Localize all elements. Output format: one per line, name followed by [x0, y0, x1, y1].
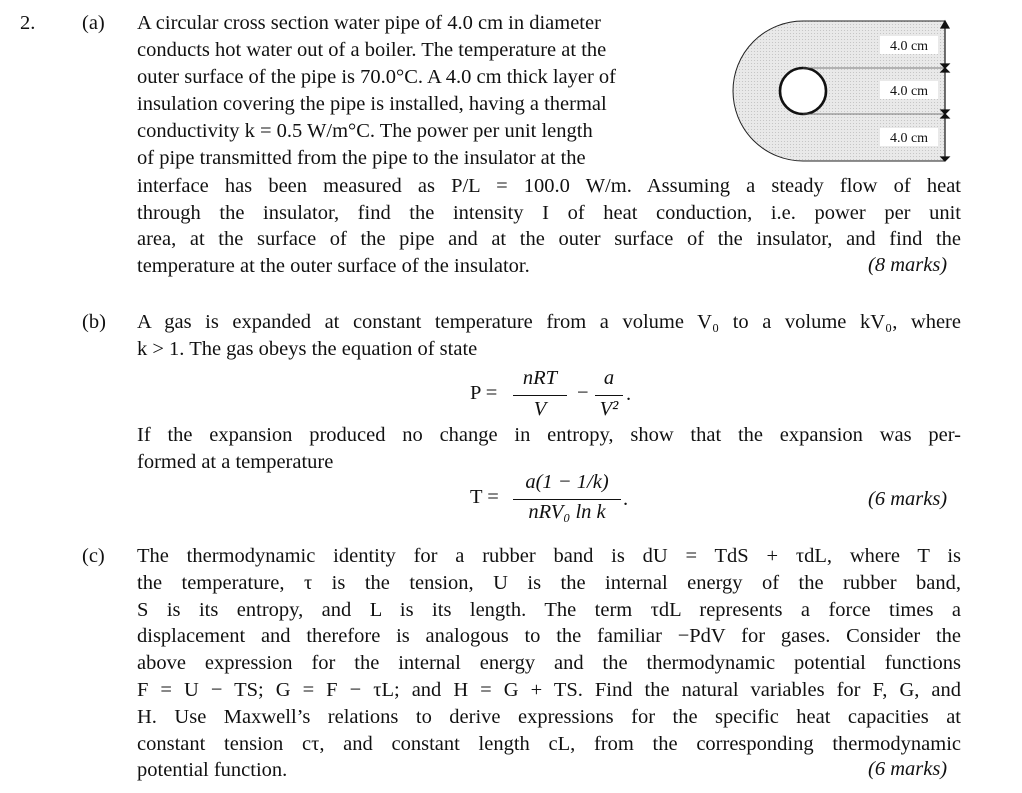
part-b-line: A gas is expanded at constant temperature from a volume V₀ to a volume kV₀, where	[137, 311, 961, 333]
part-a-line: insulation covering the pipe is installed, having a thermal	[137, 93, 607, 115]
pipe-cross-section	[780, 68, 826, 114]
part-a-line: through the insulator, find the intensity I of heat conduction, i.e. power per unit	[137, 202, 961, 224]
eq1-fraction-bar-1	[513, 395, 567, 396]
part-b-marks: (6 marks)	[868, 488, 948, 510]
part-c-label: (c)	[82, 545, 105, 567]
eq1-numerator-2: a	[603, 367, 615, 389]
part-a-line: temperature at the outer surface of the insulator.	[137, 255, 530, 277]
part-c-line: The thermodynamic identity for a rubber band is dU = TdS + τdL, where T is	[137, 545, 961, 567]
dimension-label-middle: 4.0 cm	[889, 84, 929, 99]
part-c-line: constant tension cτ, and constant length cL, from the corresponding thermodynamic	[137, 733, 961, 755]
part-c-line: potential function.	[137, 759, 288, 781]
eq2-fraction-bar	[513, 499, 621, 500]
part-c-line: displacement and therefore is analogous to the familiar −PdV for gases. Consider the	[137, 625, 961, 647]
part-a-line: of pipe transmitted from the pipe to the insulator at the	[137, 147, 586, 169]
part-c-line: H. Use Maxwell’s relations to derive expressions for the specific heat capacities at	[137, 706, 961, 728]
eq1-minus: −	[577, 382, 589, 404]
eq1-denominator-1: V	[533, 398, 547, 420]
part-a-line: outer surface of the pipe is 70.0°C. A 4.0 cm thick layer of	[137, 66, 617, 88]
eq2-lhs: T =	[470, 486, 499, 508]
part-a-line: conductivity k = 0.5 W/m°C. The power per unit length	[137, 120, 593, 142]
part-a-line: A circular cross section water pipe of 4.0 cm in diameter	[137, 12, 601, 34]
eq1-lhs: P =	[470, 382, 498, 404]
part-c-marks: (6 marks)	[868, 758, 948, 780]
part-c-line: F = U − TS; G = F − τL; and H = G + TS. Find the natural variables for F, G, and	[137, 679, 961, 701]
part-a-line: conducts hot water out of a boiler. The temperature at the	[137, 39, 607, 61]
eq1-denominator-2: V²	[599, 398, 619, 420]
eq2-period: .	[623, 488, 629, 510]
part-a-marks: (8 marks)	[868, 254, 948, 276]
eq2-denominator: nRV₀ ln k	[528, 501, 606, 523]
dimension-label-bottom: 4.0 cm	[889, 131, 929, 146]
eq1-numerator-1: nRT	[522, 367, 558, 389]
pipe-cross-section-diagram	[720, 8, 970, 178]
part-a-label: (a)	[82, 12, 105, 34]
part-b-line: formed at a temperature	[137, 451, 334, 473]
part-c-line: the temperature, τ is the tension, U is the internal energy of the rubber band,	[137, 572, 961, 594]
part-a-line: interface has been measured as P/L = 100.0 W/m. Assuming a steady flow of heat	[137, 175, 961, 197]
part-c-line: above expression for the internal energy and the thermodynamic potential functions	[137, 652, 961, 674]
question-number: 2.	[20, 12, 36, 34]
part-b-line: If the expansion produced no change in entropy, show that the expansion was per-	[137, 424, 961, 446]
eq2-numerator: a(1 − 1/k)	[525, 471, 609, 493]
part-a-line: area, at the surface of the pipe and at the outer surface of the insulator, and find the	[137, 228, 961, 250]
eq1-fraction-bar-2	[595, 395, 623, 396]
dimension-label-top: 4.0 cm	[889, 39, 929, 54]
eq1-period: .	[626, 383, 632, 405]
part-b-line: k > 1. The gas obeys the equation of state	[137, 338, 478, 360]
part-b-label: (b)	[82, 311, 106, 333]
part-c-line: S is its entropy, and L is its length. The term τdL represents a force times a	[137, 599, 961, 621]
